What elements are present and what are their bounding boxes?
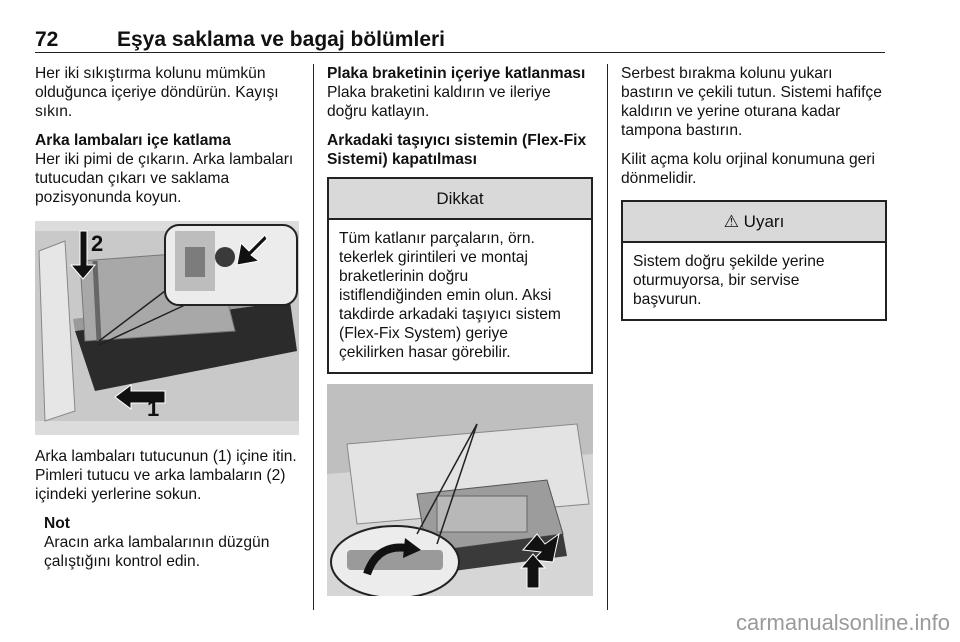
note-block xyxy=(35,514,299,571)
section-heading: Plaka braketinin içeriye katlanması xyxy=(327,65,586,82)
page-title: Eşya saklama ve bagaj bölümleri xyxy=(117,28,446,51)
watermark-text: carmanualsonline.info xyxy=(735,610,950,635)
paragraph: Her iki sıkıştırma kolunu mümkün olduğunca içeriye döndürün. Kayışı sıkın. xyxy=(35,65,279,120)
paragraph: Arka lambaları tutucunun (1) içine itin. Pimleri tutucu ve arka lambaların (2) içindeki yerlerine sokun. xyxy=(35,448,297,503)
caution-box xyxy=(327,177,593,374)
page-header xyxy=(35,28,885,54)
section-heading: Arka lambaları içe katlama xyxy=(35,132,231,149)
section-heading: Arkadaki taşıyıcı sistemin (Flex-Fix Sistemi) kapatılması xyxy=(327,132,587,168)
caution-title: Dikkat xyxy=(329,179,591,220)
figure-flex-fix xyxy=(327,384,593,596)
caution-text: Tüm katlanır parçaların, örn. tekerlek girintileri ve montaj braketlerinin doğru istiflendiğinden emin olun. Aksi takdirde arkadaki taşıyıcı sistem (Flex-Fix System) geriye çekilirken hasar görebilir. xyxy=(339,230,561,361)
figure-label-1: 1 xyxy=(147,396,160,421)
page-number: 72 xyxy=(35,28,59,51)
column-middle xyxy=(327,64,593,596)
figure-tail-lights xyxy=(35,221,299,435)
warning-header xyxy=(623,202,885,243)
paragraph: Her iki pimi de çıkarın. Arka lambaları tutucudan çıkarı ve saklama pozisyonunda koyun. xyxy=(35,151,294,206)
paragraph: Plaka braketini kaldırın ve ileriye doğru katlayın. xyxy=(327,84,551,120)
column-right xyxy=(621,64,887,321)
header-rule xyxy=(35,52,885,53)
warning-box xyxy=(621,200,887,321)
warning-icon: ⚠ xyxy=(723,212,739,231)
note-title: Not xyxy=(44,515,70,532)
note-text: Aracın arka lambalarının düzgün çalıştığını kontrol edin. xyxy=(44,534,270,570)
column-divider xyxy=(313,64,314,610)
column-left xyxy=(35,64,299,571)
warning-text: Sistem doğru şekilde yerine oturmuyorsa, bir servise başvurun. xyxy=(633,253,825,308)
column-divider xyxy=(607,64,608,610)
paragraph: Serbest bırakma kolunu yukarı bastırın ve çekili tutun. Sistemi hafifçe kaldırın ve yerine oturana kadar tampona bastırın. xyxy=(621,65,882,139)
paragraph: Kilit açma kolu orjinal konumuna geri dönmelidir. xyxy=(621,151,875,187)
warning-title: Uyarı xyxy=(743,212,785,231)
figure-label-2: 2 xyxy=(91,231,104,256)
